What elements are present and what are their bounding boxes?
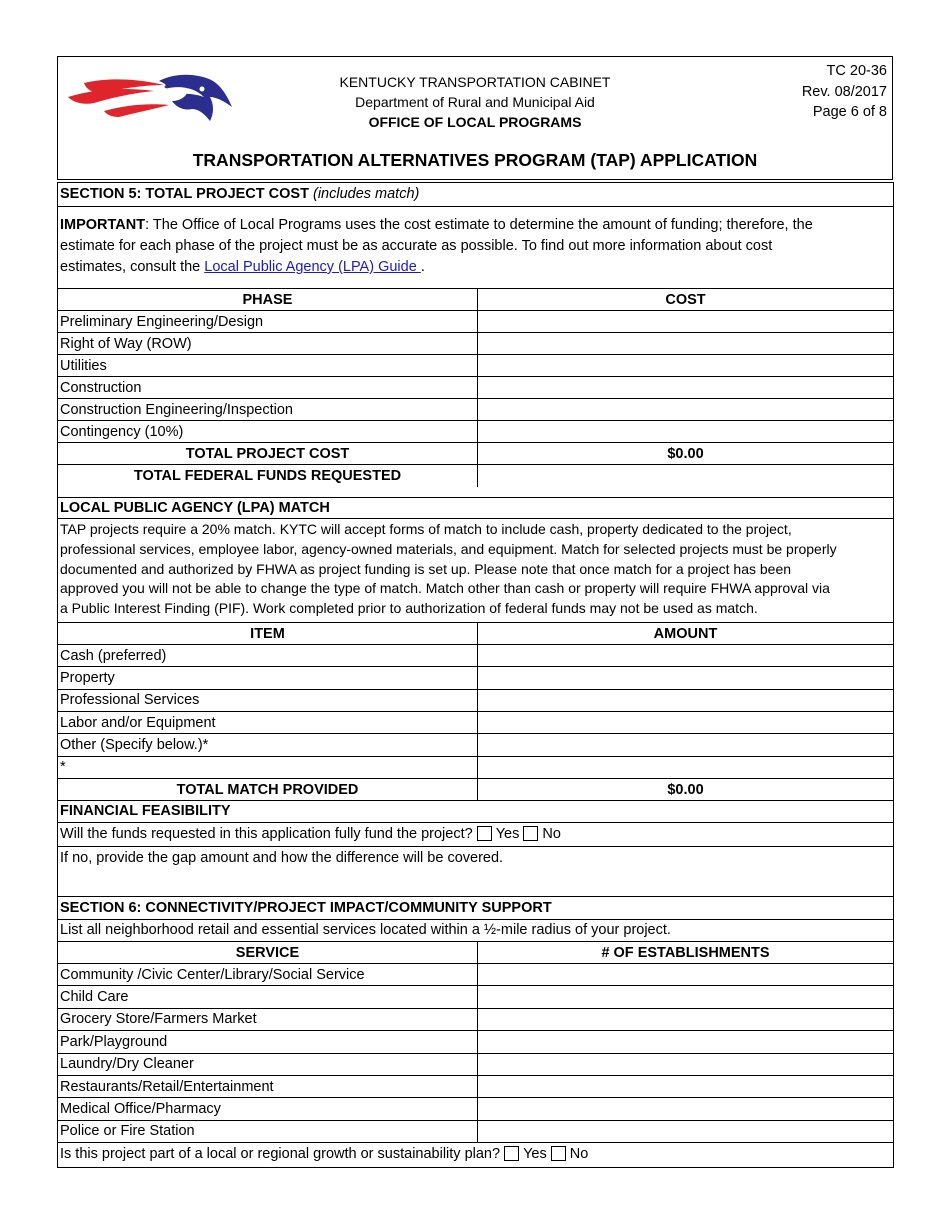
service-count-field[interactable] bbox=[478, 1031, 893, 1052]
total-match-label: TOTAL MATCH PROVIDED bbox=[176, 781, 359, 798]
financial-heading-row bbox=[58, 801, 893, 823]
phase-cost-field[interactable] bbox=[478, 333, 893, 354]
important-text-3: estimates, consult the bbox=[60, 259, 205, 275]
service-label: Police or Fire Station bbox=[60, 1123, 195, 1140]
financial-question-row bbox=[58, 823, 893, 847]
service-label: Community /Civic Center/Library/Social Service bbox=[60, 966, 365, 983]
financial-heading: FINANCIAL FEASIBILITY bbox=[60, 803, 231, 819]
phase-label: Preliminary Engineering/Design bbox=[60, 313, 264, 330]
phase-cost-field[interactable] bbox=[478, 377, 893, 398]
total-match-row bbox=[58, 779, 893, 801]
page-title: TRANSPORTATION ALTERNATIVES PROGRAM (TAP) APPLICATION bbox=[192, 150, 758, 170]
important-text-1: : The Office of Local Programs uses the cost estimate to determine the amount of funding; therefore, the bbox=[145, 217, 813, 233]
important-text-end: . bbox=[420, 259, 425, 275]
service-label: Restaurants/Retail/Entertainment bbox=[60, 1078, 274, 1095]
service-label: Grocery Store/Farmers Market bbox=[60, 1011, 257, 1028]
gap-prompt: If no, provide the gap amount and how the difference will be covered. bbox=[60, 850, 504, 866]
section5.phases-row bbox=[58, 399, 893, 421]
lpa-match-heading: LOCAL PUBLIC AGENCY (LPA) MATCH bbox=[60, 500, 330, 516]
section5-heading: SECTION 5: TOTAL PROJECT COST bbox=[60, 186, 309, 202]
page-number: Page 6 of 8 bbox=[812, 104, 887, 120]
plan-question: Is this project part of a local or regional growth or sustainability plan? bbox=[60, 1146, 501, 1162]
section6.services-row bbox=[58, 1121, 893, 1143]
department-name: Department of Rural and Municipal Aid bbox=[355, 94, 595, 110]
lpa-match-text-line: approved you will not be able to change the type of match. Match other than cash or property will require FHWA approval via bbox=[60, 580, 830, 597]
lpa_match.items-row bbox=[58, 712, 893, 734]
service-count-field[interactable] bbox=[478, 1054, 893, 1075]
section5.phases-row bbox=[58, 355, 893, 377]
financial-question: Will the funds requested in this application fully fund the project? bbox=[60, 826, 473, 842]
section6-heading-row bbox=[58, 897, 893, 920]
fund-no-checkbox[interactable] bbox=[523, 826, 538, 841]
phase-label: Construction Engineering/Inspection bbox=[60, 401, 293, 418]
phase-column-header: PHASE bbox=[242, 291, 293, 308]
total-match-value: $0.00 bbox=[667, 781, 704, 798]
match-item-amount-field[interactable] bbox=[478, 667, 893, 688]
phase-cost-field[interactable] bbox=[478, 399, 893, 420]
fund-no-label: No bbox=[542, 826, 561, 842]
service-count-field[interactable] bbox=[478, 1076, 893, 1097]
important-label: IMPORTANT bbox=[60, 217, 146, 233]
item-column-header: ITEM bbox=[250, 625, 285, 642]
section5.phases-row bbox=[58, 311, 893, 333]
match-item-amount-field[interactable] bbox=[478, 757, 893, 778]
form-header bbox=[57, 56, 893, 180]
plan-yes-checkbox[interactable] bbox=[504, 1146, 519, 1161]
service-count-field[interactable] bbox=[478, 1121, 893, 1142]
section5.phases-row bbox=[58, 421, 893, 443]
section5.phases-row bbox=[58, 377, 893, 399]
form-number: TC 20-36 bbox=[826, 63, 887, 79]
section6.services-row bbox=[58, 1054, 893, 1076]
agency-name: KENTUCKY TRANSPORTATION CABINET bbox=[339, 74, 611, 90]
service-label: Park/Playground bbox=[60, 1033, 168, 1050]
lpa-match-heading-row bbox=[58, 497, 893, 519]
plan-question-row bbox=[58, 1143, 893, 1167]
phase-cost-field[interactable] bbox=[478, 421, 893, 442]
match-item-amount-field[interactable] bbox=[478, 645, 893, 666]
section6.services-row bbox=[58, 1009, 893, 1031]
service-count-field[interactable] bbox=[478, 1009, 893, 1030]
section6.services-row bbox=[58, 1076, 893, 1098]
section5-heading-row bbox=[58, 183, 893, 207]
match-item-label: Labor and/or Equipment bbox=[60, 714, 216, 731]
phase-label: Construction bbox=[60, 379, 142, 396]
total-federal-funds-row bbox=[58, 465, 893, 487]
service-count-field[interactable] bbox=[478, 964, 893, 985]
section6.services-row bbox=[58, 986, 893, 1008]
plan-yes-label: Yes bbox=[523, 1146, 547, 1162]
total-federal-funds-label: TOTAL FEDERAL FUNDS REQUESTED bbox=[133, 468, 402, 484]
phase-label: Contingency (10%) bbox=[60, 423, 184, 440]
form-body bbox=[57, 182, 894, 1168]
lpa_match.items-row bbox=[58, 734, 893, 756]
lpa-match-text-line: a Public Interest Finding (PIF). Work completed prior to authorization of federal funds may not be used as match. bbox=[60, 600, 758, 617]
fund-yes-label: Yes bbox=[495, 826, 520, 842]
match-item-amount-field[interactable] bbox=[478, 712, 893, 733]
section6-instruction-row bbox=[58, 920, 893, 942]
match-item-label: * bbox=[60, 759, 66, 776]
section5-heading-note: (includes match) bbox=[312, 186, 420, 202]
cost-column-header: COST bbox=[665, 291, 706, 308]
plan-no-checkbox[interactable] bbox=[551, 1146, 566, 1161]
match-item-label: Cash (preferred) bbox=[60, 647, 167, 664]
form-revision: Rev. 08/2017 bbox=[801, 83, 887, 100]
lpa_match.items-row bbox=[58, 757, 893, 779]
office-name: OFFICE OF LOCAL PROGRAMS bbox=[368, 114, 582, 130]
section6.services-row bbox=[58, 1031, 893, 1053]
lpa_match.items-row bbox=[58, 690, 893, 712]
section6-heading: SECTION 6: CONNECTIVITY/PROJECT IMPACT/COMMUNITY SUPPORT bbox=[60, 900, 552, 916]
amount-column-header: AMOUNT bbox=[653, 625, 718, 642]
lpa-match-text-line: documented and authorized by FHWA as project funding is set up. Please note that once match for a project has been bbox=[60, 560, 792, 577]
fund-yes-checkbox[interactable] bbox=[477, 826, 492, 841]
phase-label: Utilities bbox=[60, 357, 107, 374]
match-item-amount-field[interactable] bbox=[478, 690, 893, 711]
phase-cost-field[interactable] bbox=[478, 355, 893, 376]
match-item-label: Other (Specify below.)* bbox=[60, 736, 209, 753]
lpa_match.items-row bbox=[58, 667, 893, 689]
service-count-field[interactable] bbox=[478, 986, 893, 1007]
service-label: Laundry/Dry Cleaner bbox=[60, 1056, 194, 1073]
establishments-column-header: # OF ESTABLISHMENTS bbox=[601, 944, 770, 961]
service-label: Medical Office/Pharmacy bbox=[60, 1101, 221, 1118]
service-column-header: SERVICE bbox=[235, 944, 300, 961]
match-item-amount-field[interactable] bbox=[478, 734, 893, 755]
important-note bbox=[58, 207, 893, 289]
section6.services-row bbox=[58, 1098, 893, 1120]
section6.services-row bbox=[58, 964, 893, 986]
total-project-cost-value: $0.00 bbox=[667, 445, 704, 462]
lpa_match.items-row bbox=[58, 645, 893, 667]
important-text-2: estimate for each phase of the project must be as accurate as possible. To find out more information about cost bbox=[60, 238, 773, 254]
lpa-match-text bbox=[58, 519, 893, 623]
section6-instruction: List all neighborhood retail and essential services located within a ½-mile radius of your project. bbox=[60, 922, 671, 938]
phase-cost-field[interactable] bbox=[478, 311, 893, 332]
match-item-label: Professional Services bbox=[60, 692, 200, 709]
service-table-header bbox=[58, 942, 893, 964]
total-project-cost-row bbox=[58, 443, 893, 465]
phase-table-header bbox=[58, 289, 893, 311]
total-federal-funds-field[interactable] bbox=[478, 465, 893, 487]
service-label: Child Care bbox=[60, 989, 129, 1006]
match-table-header bbox=[58, 623, 893, 645]
lpa-match-text-line: professional services, employee labor, agency-owned materials, and equipment. Match for selected projects must be properly bbox=[60, 540, 837, 557]
lpa-match-text-line: TAP projects require a 20% match. KYTC will accept forms of match to include cash, property dedicated to the project, bbox=[60, 521, 792, 537]
gap-amount-field[interactable] bbox=[58, 847, 893, 897]
service-count-field[interactable] bbox=[478, 1098, 893, 1119]
lpa-guide-link[interactable]: Local Public Agency (LPA) Guide bbox=[204, 259, 421, 275]
phase-label: Right of Way (ROW) bbox=[60, 335, 192, 352]
total-project-cost-label: TOTAL PROJECT COST bbox=[185, 445, 350, 462]
plan-no-label: No bbox=[569, 1146, 589, 1162]
section5.phases-row bbox=[58, 333, 893, 355]
match-item-label: Property bbox=[60, 669, 115, 686]
